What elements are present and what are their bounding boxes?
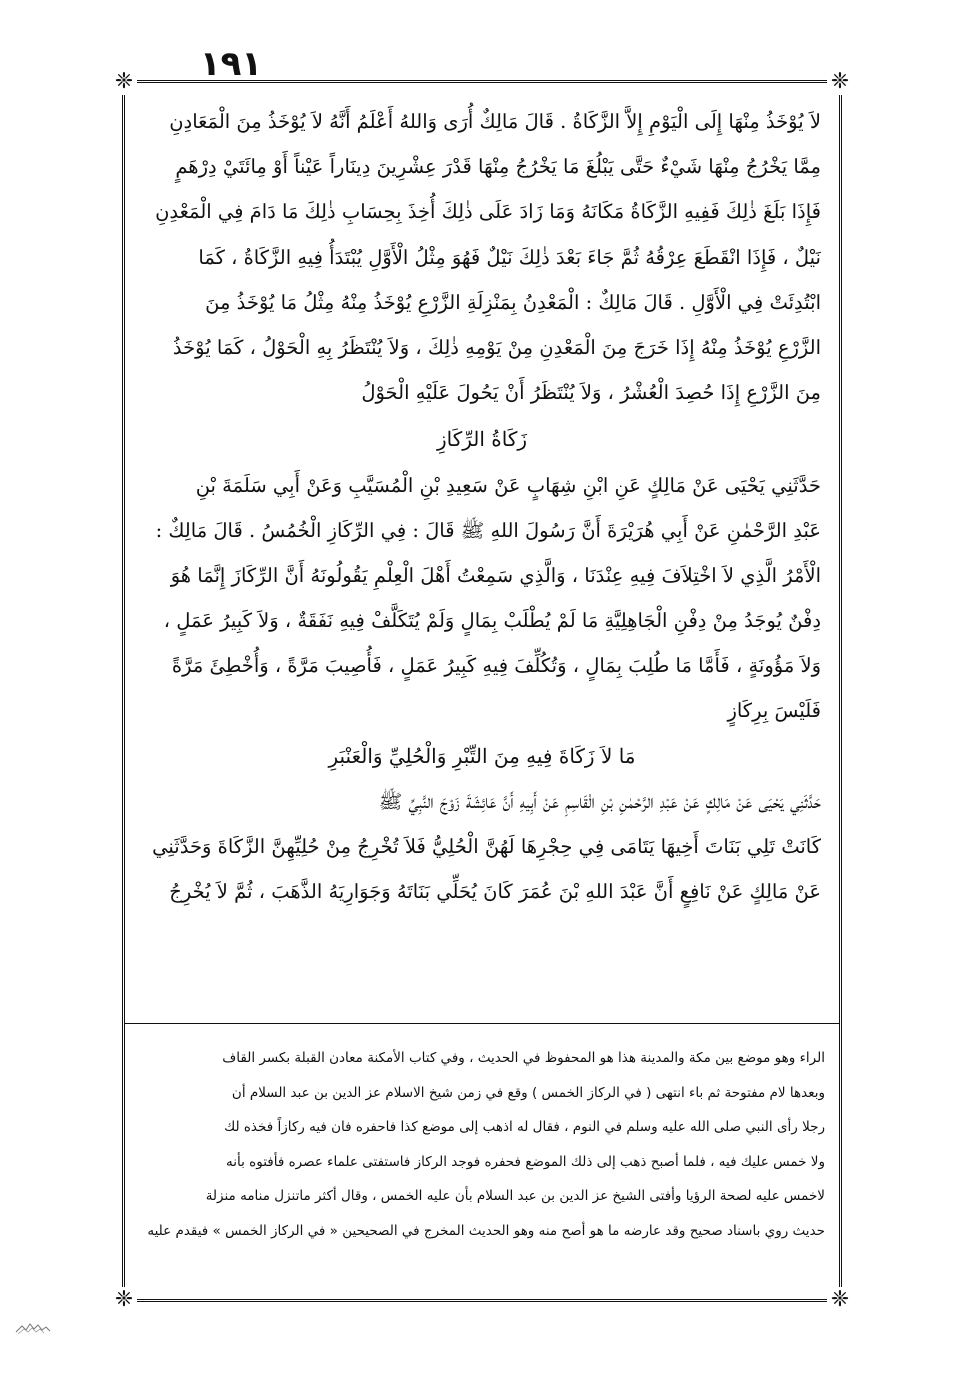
page-number: ١٩١ [199,44,263,84]
footnote-divider [125,1023,839,1024]
footnote-line: لاخمس عليه لصحة الرؤيا وأفتى الشيخ عز الدين بن عبد السلام بأن عليه الخمس ، وقال أكثر ماتنزل منامه منزلة [205,1188,825,1204]
text-line: وَلاَ مَؤُونَةٍ ، فَأَمَّا مَا طُلِبَ بِمَالٍ ، وَتُكُلِّفَ فِيهِ كَبِيرُ عَمَلٍ ، فَأُصِيبَ مَرَّةً ، وَأُخْطِئَ مَرَّةً [171,654,821,678]
corner-ornament-top-left: ❈ [111,69,137,95]
footnote-line: وبعدها لام مفتوحة ثم باء انتهى ( في الركاز الخمس ) وقع في زمن شيخ الاسلام عز الدين بن عبد السلام أن [231,1084,825,1101]
text-line: حَدَّثَنِي يَحْيَى عَنْ مَالِكٍ عَنْ عَبْدِ الرَّحْمٰنِ بْنِ الْقَاسِمِ عَنْ أَبِيهِ أَنَّ عَائِشَةَ زَوْجَ النَّبِيِّ ﷺ [378,789,821,813]
ink-smudge [14,1320,52,1336]
text-line: لاَ يُوْخَذُ مِنْهَا إِلَى الْيَوْمِ إِلاَّ الزَّكَاةُ . قَالَ مَالِكٌ أُرَى وَاللهُ أَعْلَمُ أَنَّهُ لاَ يُوْخَذُ مِنَ الْمَعَادِنِ [169,110,821,133]
text-line: نَيْلٌ ، فَإِذَا انْقَطَعَ عِرْقُهُ ثُمَّ جَاءَ بَعْدَ ذٰلِكَ نَيْلٌ فَهُوَ مِثْلُ الْأَوَّلِ يُبْتَدَأُ فِيهِ الزَّكَاةُ ، كَمَا [198,245,821,269]
text-line: دِفْنٌ يُوجَدُ مِنْ دِفْنِ الْجَاهِلِيَّةِ مَا لَمْ يُطْلَبْ بِمَالٍ وَلَمْ يُتَكَلَّفْ فِيهِ نَفَقَةٌ ، وَلاَ كَبِيرُ عَمَلٍ ، [163,609,821,633]
text-line: مِمَّا يَخْرُجُ مِنْهَا شَيْءٌ حَتَّى يَبْلُغَ مَا يَخْرُجُ مِنْهَا قَدْرَ عِشْرِينَ دِينَاراً عَيْناً أَوْ مِائَتَيْ دِرْهَمٍ [175,155,821,179]
footnotes [139,1041,825,1248]
page-frame [114,69,850,1312]
section-heading-rikaz: زَكَاةُ الرِّكَازِ [436,427,528,452]
corner-ornament-bottom-left: ❈ [111,1287,137,1313]
text-line: مِنَ الزَّرْعِ إِذَا حُصِدَ الْعُشْرُ ، وَلاَ يُنْتَظَرُ أَنْ يَحُولَ عَلَيْهِ الْحَوْلُ [361,381,821,405]
corner-ornament-bottom-right: ❈ [827,1287,853,1313]
footnote-line: ولا خمس عليك فيه ، فلما أصبح ذهب إلى ذلك الموضع فحفره فوجد الركاز فاستفتى علماء عصره فأفتوه بأنه [226,1153,825,1170]
footnote-line: الراء وهو موضع بين مكة والمدينة هذا هو المحفوظ في الحديث ، وفي كتاب الأمكنة معادن القبلة بكسر القاف [222,1050,825,1066]
footnote-line: رجلا رأى النبي صلى الله عليه وسلم في النوم ، فقال له اذهب إلى موضع كذا فاحفره فان فيه ركازاً فخذه لك [224,1119,825,1135]
section-heading-no-zakat: مَا لاَ زَكَاةَ فِيهِ مِنَ التِّبْرِ وَالْحُلِيِّ وَالْعَنْبَرِ [328,743,636,768]
corner-ornament-top-right: ❈ [827,69,853,95]
text-line: عَنْ مَالِكٍ عَنْ نَافِعٍ أَنَّ عَبْدَ اللهِ بْنَ عُمَرَ كَانَ يُحَلِّي بَنَاتَهُ وَجَوَارِيَهُ الذَّهَبَ ، ثُمَّ لاَ يُخْرِجُ [169,880,821,904]
text-line: الْأَمْرُ الَّذِي لاَ اخْتِلاَفَ فِيهِ عِنْدَنَا ، وَالَّذِي سَمِعْتُ أَهْلَ الْعِلْمِ يَقُولُونَهُ أَنَّ الرِّكَازَ إِنَّمَا هُوَ [170,563,821,587]
text-line: الزَّرْعِ يُوْخَذُ مِنْهُ إِذَا خَرَجَ مِنَ الْمَعْدِنِ مِنْ يَوْمِهِ ذٰلِكَ ، وَلاَ يُنْتَظَرُ بِهِ الْحَوْلُ ، كَمَا يُوْخَذُ [172,335,821,359]
footnote-line: حديث روي باسناد صحيح وقد عارضه ما هو أصح منه وهو الحديث المخرج في الصحيحين « في الركاز الخمس » فيقدم عليه [147,1222,825,1239]
text-line: ابْتُدِئَتْ فِي الْأَوَّلِ . قَالَ مَالِكٌ : الْمَعْدِنُ بِمَنْزِلَةِ الزَّرْعِ يُوْخَذُ مِنْهُ مِثْلُ مَا يُوْخَذُ مِنَ [205,290,821,314]
text-line: حَدَّثَنِي يَحْيَى عَنْ مَالِكٍ عَنِ ابْنِ شِهَابٍ عَنْ سَعِيدِ بْنِ الْمُسَيَّبِ وَعَنْ أَبِي سَلَمَةَ بْنِ [195,473,821,497]
text-line: كَانَتْ تَلِي بَنَاتَ أَخِيهَا يَتَامَى فِي حِجْرِهَا لَهُنَّ الْحُلِيُّ فَلاَ تُخْرِجُ مِنْ حُلِيِّهِنَّ الزَّكَاةَ وَحَدَّثَنِي [152,835,821,858]
text-line: فَإِذَا بَلَغَ ذٰلِكَ فَفِيهِ الزَّكَاةُ مَكَانَهُ وَمَا زَادَ عَلَى ذٰلِكَ أُخِذَ بِحِسَابِ ذٰلِكَ مَا دَامَ فِي الْمَعْدِنِ [155,200,821,224]
main-text [143,99,821,914]
text-line: فَلَيْسَ بِرِكَازٍ [727,699,821,723]
text-line: عَبْدِ الرَّحْمٰنِ عَنْ أَبِي هُرَيْرَةَ أَنَّ رَسُولَ اللهِ ﷺ قَالَ : فِي الرِّكَازِ الْخُمُسُ . قَالَ مَالِكٌ : [155,518,821,542]
